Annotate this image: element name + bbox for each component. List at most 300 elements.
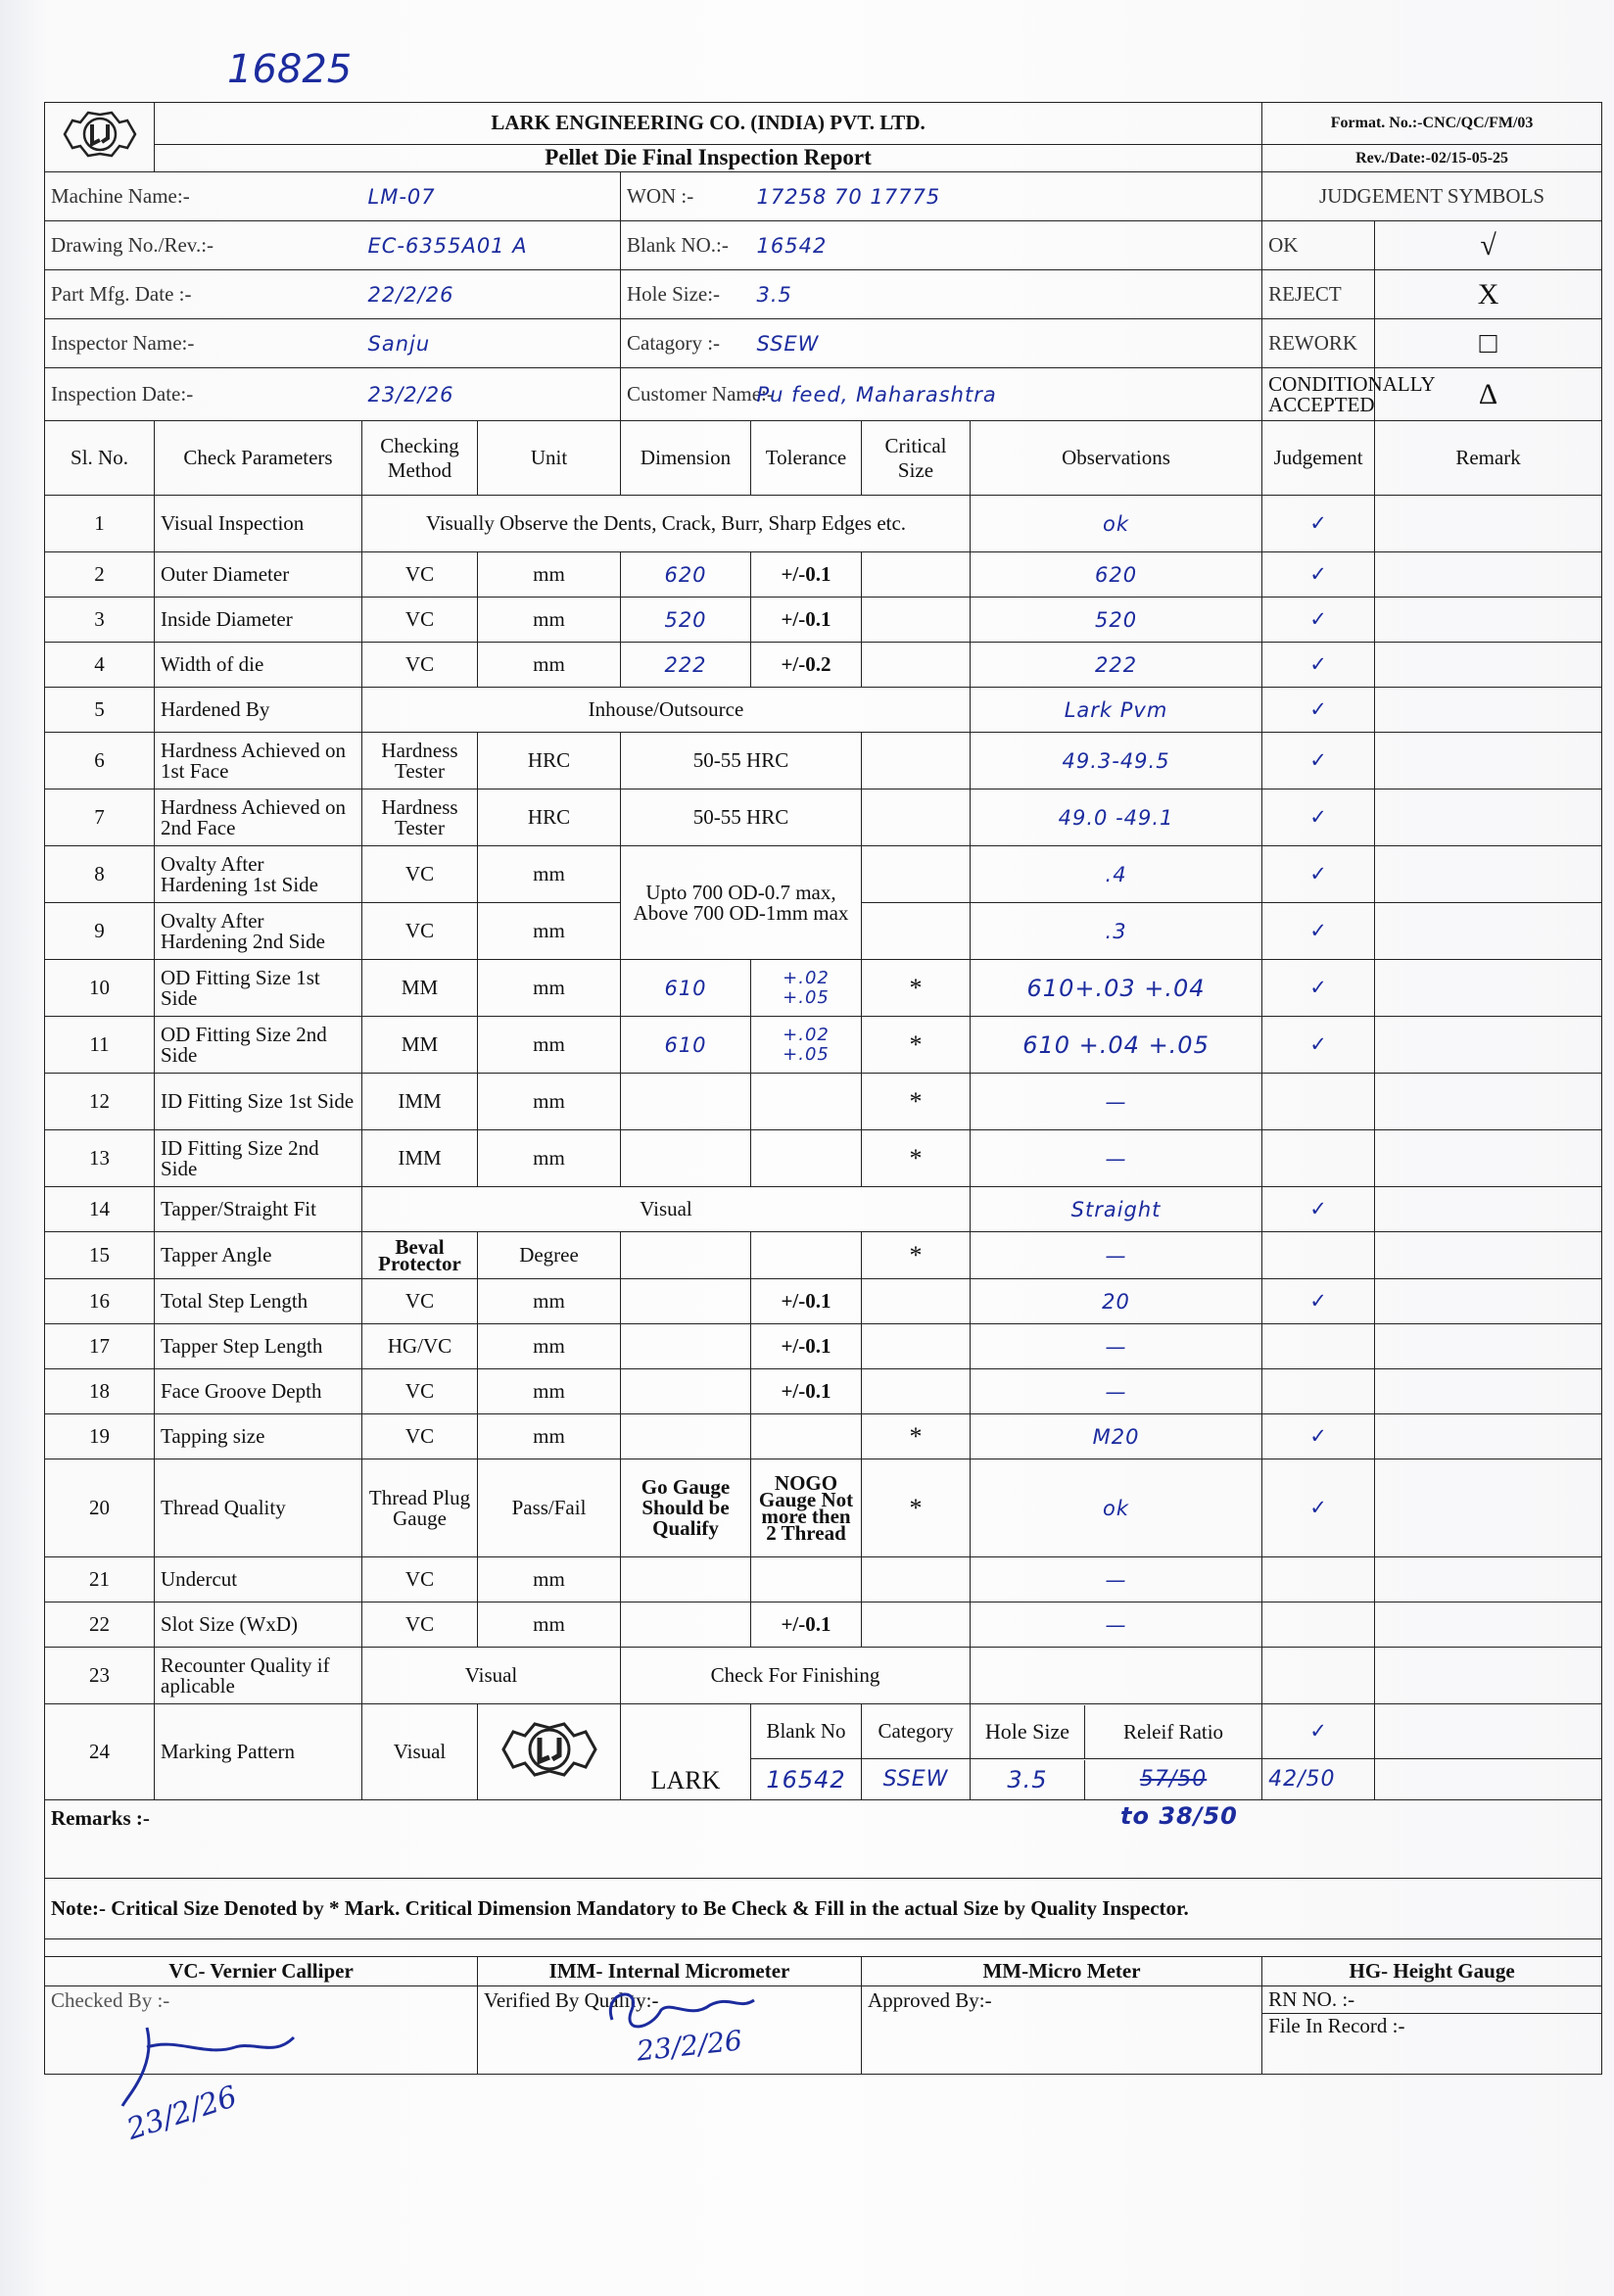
row-number: 5 <box>45 688 155 733</box>
check-parameter: Width of die <box>155 643 362 688</box>
marking-lark-text: LARK <box>621 1704 751 1800</box>
tolerance <box>751 1414 862 1459</box>
check-parameter: OD Fitting Size 2nd Side <box>155 1017 362 1074</box>
symbol-rework-mark: □ <box>1375 319 1602 368</box>
unit: mm <box>478 1279 621 1324</box>
unit: mm <box>478 1414 621 1459</box>
judgement-mark: ✓ <box>1262 1279 1375 1324</box>
dimension: Go Gauge Should be Qualify <box>621 1459 751 1557</box>
judgement-mark: ✓ <box>1262 598 1375 643</box>
table-row <box>45 1324 1602 1369</box>
table-row <box>45 496 1602 552</box>
unit: HRC <box>478 733 621 789</box>
judgement-mark: ✓ <box>1262 1414 1375 1459</box>
judgement-mark <box>1262 1602 1375 1648</box>
hole-size-value: 3.5 <box>751 270 1262 319</box>
observation: 620 <box>971 552 1262 598</box>
tolerance: +.02 +.05 <box>751 960 862 1017</box>
checking-method: VC <box>362 1279 478 1324</box>
check-parameter: Hardened By <box>155 688 362 733</box>
dimension: 222 <box>621 643 751 688</box>
observation: — <box>971 1369 1262 1414</box>
check-parameter: ID Fitting Size 1st Side <box>155 1074 362 1130</box>
parameter-spec: Visual <box>362 1187 971 1232</box>
judgement-mark: ✓ <box>1262 1704 1375 1759</box>
document-number: 16825 <box>227 47 353 92</box>
remark <box>1375 1017 1602 1074</box>
critical-size <box>862 1557 971 1602</box>
drawing-no-label: Drawing No./Rev.:- <box>45 221 362 270</box>
critical-size <box>862 903 971 960</box>
critical-size: * <box>862 1074 971 1130</box>
marking-hole-size-value: 3.5 <box>971 1760 1085 1799</box>
judgement-mark: ✓ <box>1262 846 1375 903</box>
judgement-mark <box>1262 1130 1375 1187</box>
judgement-mark <box>1262 1232 1375 1279</box>
observation: — <box>971 1602 1262 1648</box>
company-name: LARK ENGINEERING CO. (INDIA) PVT. LTD. <box>155 103 1262 145</box>
checking-method: Hardness Tester <box>362 789 478 846</box>
marking-category-header: Category <box>862 1704 971 1759</box>
table-row <box>45 1187 1602 1232</box>
col-judgement: Judgement <box>1262 421 1375 496</box>
critical-size <box>862 643 971 688</box>
checking-method: MM <box>362 960 478 1017</box>
check-parameter: Thread Quality <box>155 1459 362 1557</box>
remark <box>1375 1232 1602 1279</box>
marking-blank-no-value: 16542 <box>751 1759 862 1800</box>
remarks-spacer <box>45 1861 1602 1879</box>
observation: 49.0 -49.1 <box>971 789 1262 846</box>
checking-method: IMM <box>362 1074 478 1130</box>
dimension <box>621 1369 751 1414</box>
check-parameter: Face Groove Depth <box>155 1369 362 1414</box>
inspector-name-value: Sanju <box>362 319 621 368</box>
remarks-label: Remarks :- <box>51 1806 150 1830</box>
tolerance: +.02 +.05 <box>751 1017 862 1074</box>
col-check-parameters: Check Parameters <box>155 421 362 496</box>
tolerance: +/-0.1 <box>751 1602 862 1648</box>
dimension <box>621 1602 751 1648</box>
judgement-mark <box>1262 1648 1375 1704</box>
col-sl-no: Sl. No. <box>45 421 155 496</box>
observation <box>971 1648 1262 1704</box>
marking-relief-ratio-struck <box>1085 1767 1261 1792</box>
dimension: 520 <box>621 598 751 643</box>
observation: ok <box>971 496 1262 552</box>
checking-method: VC <box>362 1369 478 1414</box>
dimension <box>621 1414 751 1459</box>
rev-date: Rev./Date:-02/15-05-25 <box>1262 144 1602 171</box>
check-parameter: Tapper/Straight Fit <box>155 1187 362 1232</box>
verified-by-date: 23/2/26 <box>635 2024 744 2068</box>
format-number: Format. No.:-CNC/QC/FM/03 <box>1262 103 1602 145</box>
checking-method: MM <box>362 1017 478 1074</box>
observation: — <box>971 1130 1262 1187</box>
dimension: 610 <box>621 1017 751 1074</box>
observation: 49.3-49.5 <box>971 733 1262 789</box>
verified-by-label: Verified By Quality:- <box>484 1988 659 2012</box>
judgement-mark: ✓ <box>1262 1187 1375 1232</box>
remark <box>1375 1648 1602 1704</box>
critical-size <box>862 789 971 846</box>
critical-size-note: Note:- Critical Size Denoted by * Mark. Critical Dimension Mandatory to Be Check & Fill in the actual Size by Quality Inspector. <box>45 1879 1602 1939</box>
remark <box>1375 552 1602 598</box>
remark <box>1375 598 1602 643</box>
observation: 520 <box>971 598 1262 643</box>
check-parameter: Tapper Angle <box>155 1232 362 1279</box>
observation: .3 <box>971 903 1262 960</box>
judgement-mark <box>1262 1074 1375 1130</box>
inspection-date-value: 23/2/26 <box>362 368 621 421</box>
observation: Lark Pvm <box>971 688 1262 733</box>
row-number: 21 <box>45 1557 155 1602</box>
col-tolerance: Tolerance <box>751 421 862 496</box>
checking-method: VC <box>362 643 478 688</box>
parameter-spec: Inhouse/Outsource <box>362 688 971 733</box>
symbol-rework-label: REWORK <box>1262 319 1375 368</box>
lark-logo-icon <box>496 1714 603 1785</box>
unit: Degree <box>478 1232 621 1279</box>
remark <box>1375 1324 1602 1369</box>
judgement-mark <box>1262 1557 1375 1602</box>
tolerance: +/-0.1 <box>751 552 862 598</box>
check-parameter: Tapping size <box>155 1414 362 1459</box>
blank-no-value: 16542 <box>751 221 1262 270</box>
table-row <box>45 1232 1602 1279</box>
row-number: 1 <box>45 496 155 552</box>
judgement-mark: ✓ <box>1262 960 1375 1017</box>
rn-no: RN NO. :- <box>1262 1986 1602 2014</box>
check-parameter: Marking Pattern <box>155 1704 362 1800</box>
remark <box>1375 903 1602 960</box>
tolerance: +/-0.1 <box>751 1324 862 1369</box>
marking-logo <box>478 1704 621 1800</box>
unit: mm <box>478 846 621 903</box>
row-number: 10 <box>45 960 155 1017</box>
observation: — <box>971 1074 1262 1130</box>
machine-name-label: Machine Name:- <box>45 172 362 221</box>
remark <box>1375 1602 1602 1648</box>
check-parameter: ID Fitting Size 2nd Side <box>155 1130 362 1187</box>
check-parameter: Ovalty After Hardening 1st Side <box>155 846 362 903</box>
check-parameter: Recounter Quality if aplicable <box>155 1648 362 1704</box>
critical-size: * <box>862 1414 971 1459</box>
observation: 610 +.04 +.05 <box>971 1017 1262 1074</box>
remark <box>1375 1074 1602 1130</box>
critical-size <box>862 846 971 903</box>
checking-method: Thread Plug Gauge <box>362 1459 478 1557</box>
table-row <box>45 1704 1602 1759</box>
remark <box>1375 960 1602 1017</box>
legend-mm: MM-Micro Meter <box>862 1957 1262 1986</box>
checking-method: VC <box>362 1557 478 1602</box>
row-number: 14 <box>45 1187 155 1232</box>
symbol-reject-label: REJECT <box>1262 270 1375 319</box>
remark <box>1375 846 1602 903</box>
table-row <box>45 688 1602 733</box>
parameter-spec: 50-55 HRC <box>621 733 862 789</box>
row-number: 12 <box>45 1074 155 1130</box>
row-number: 17 <box>45 1324 155 1369</box>
observation: ok <box>971 1459 1262 1557</box>
row-number: 22 <box>45 1602 155 1648</box>
dimension <box>621 1130 751 1187</box>
remark <box>1375 1130 1602 1187</box>
file-in-record: File In Record :- <box>1262 2014 1602 2075</box>
dimension <box>621 1279 751 1324</box>
checked-by-date: 23/2/26 <box>122 2079 242 2148</box>
note-spacer <box>45 1939 1602 1957</box>
checking-method: VC <box>362 846 478 903</box>
check-parameter: Undercut <box>155 1557 362 1602</box>
machine-name-value: LM-07 <box>362 172 621 221</box>
table-row <box>45 1459 1602 1557</box>
unit: mm <box>478 903 621 960</box>
observation: — <box>971 1232 1262 1279</box>
row-number: 2 <box>45 552 155 598</box>
drawing-no-value: EC-6355A01 A <box>362 221 621 270</box>
parameter-spec: Check For Finishing <box>621 1648 971 1704</box>
observation: — <box>971 1557 1262 1602</box>
remark <box>1375 789 1602 846</box>
symbol-reject-mark: X <box>1375 270 1602 319</box>
hole-size-label: Hole Size:- <box>621 270 751 319</box>
dimension: 620 <box>621 552 751 598</box>
observation: 610+.03 +.04 <box>971 960 1262 1017</box>
table-row <box>45 1602 1602 1648</box>
table-row <box>45 1074 1602 1130</box>
tolerance: +/-0.1 <box>751 1369 862 1414</box>
critical-size <box>862 598 971 643</box>
remark <box>1375 1704 1602 1759</box>
marking-hole-relief-header <box>971 1704 1262 1759</box>
judgement-mark: ✓ <box>1262 643 1375 688</box>
table-row <box>45 552 1602 598</box>
checking-method: VC <box>362 552 478 598</box>
tolerance <box>751 1557 862 1602</box>
remark <box>1375 1187 1602 1232</box>
unit: mm <box>478 1557 621 1602</box>
checking-method: VC <box>362 1414 478 1459</box>
judgement-mark <box>1262 1324 1375 1369</box>
won-value: 17258 70 17775 <box>751 172 1262 221</box>
check-parameter: Tapper Step Length <box>155 1324 362 1369</box>
row-number: 4 <box>45 643 155 688</box>
critical-size <box>862 1324 971 1369</box>
col-remark: Remark <box>1375 421 1602 496</box>
table-row <box>45 1017 1602 1074</box>
category-label: Catagory :- <box>621 319 751 368</box>
critical-size <box>862 1602 971 1648</box>
symbol-ok-label: OK <box>1262 221 1375 270</box>
marking-relief-ratio-header: Releif Ratio <box>1123 1719 1224 1744</box>
checking-method: Beval Protector <box>362 1232 478 1279</box>
judgement-mark <box>1262 1369 1375 1414</box>
row-number: 18 <box>45 1369 155 1414</box>
relief-ratio-struck-value: 57/50 <box>1139 1767 1208 1792</box>
check-parameter: OD Fitting Size 1st Side <box>155 960 362 1017</box>
unit: mm <box>478 960 621 1017</box>
marking-blank-no-header: Blank No <box>751 1704 862 1759</box>
tolerance: +/-0.1 <box>751 598 862 643</box>
critical-size <box>862 733 971 789</box>
observation: 20 <box>971 1279 1262 1324</box>
unit: HRC <box>478 789 621 846</box>
observation: M20 <box>971 1414 1262 1459</box>
table-row <box>45 598 1602 643</box>
marking-relief-ratio-value: 42/50 <box>1262 1759 1375 1800</box>
inspector-name-label: Inspector Name:- <box>45 319 362 368</box>
col-critical-size: Critical Size <box>862 421 971 496</box>
row-number: 9 <box>45 903 155 960</box>
judgement-mark: ✓ <box>1262 903 1375 960</box>
table-row <box>45 846 1602 903</box>
observation: Straight <box>971 1187 1262 1232</box>
lark-logo-icon <box>59 103 141 166</box>
unit: mm <box>478 1324 621 1369</box>
remark <box>1375 1459 1602 1557</box>
row-number: 7 <box>45 789 155 846</box>
checking-method: VC <box>362 903 478 960</box>
marking-category-value: SSEW <box>862 1759 971 1800</box>
legend-hg: HG- Height Gauge <box>1262 1957 1602 1986</box>
critical-size: * <box>862 1232 971 1279</box>
table-row <box>45 1279 1602 1324</box>
table-row <box>45 1414 1602 1459</box>
remark <box>1375 1759 1602 1800</box>
critical-size <box>862 1279 971 1324</box>
remarks-row <box>45 1800 1602 1861</box>
remark <box>1375 496 1602 552</box>
observation: — <box>971 1324 1262 1369</box>
critical-size <box>862 1369 971 1414</box>
row-number: 23 <box>45 1648 155 1704</box>
row-number: 3 <box>45 598 155 643</box>
remark <box>1375 1557 1602 1602</box>
won-label: WON :- <box>621 172 751 221</box>
customer-name-value: Pu feed, Maharashtra <box>751 368 1262 421</box>
report-subtitle: Pellet Die Final Inspection Report <box>155 144 1262 171</box>
observation: .4 <box>971 846 1262 903</box>
judgement-mark: ✓ <box>1262 789 1375 846</box>
checking-method: HG/VC <box>362 1324 478 1369</box>
symbol-ok-mark: √ <box>1375 221 1602 270</box>
unit: mm <box>478 598 621 643</box>
check-parameter: Visual Inspection <box>155 496 362 552</box>
unit: mm <box>478 643 621 688</box>
check-parameter: Hardness Achieved on 1st Face <box>155 733 362 789</box>
approved-by-label: Approved By:- <box>868 1988 992 2012</box>
table-row <box>45 733 1602 789</box>
critical-size: * <box>862 1459 971 1557</box>
col-observations: Observations <box>971 421 1262 496</box>
row-number: 24 <box>45 1704 155 1800</box>
legend-imm: IMM- Internal Micrometer <box>478 1957 862 1986</box>
dimension <box>621 1232 751 1279</box>
parameter-spec: Visually Observe the Dents, Crack, Burr, Sharp Edges etc. <box>362 496 971 552</box>
row-number: 16 <box>45 1279 155 1324</box>
row-number: 8 <box>45 846 155 903</box>
table-row <box>45 1369 1602 1414</box>
remark <box>1375 688 1602 733</box>
unit: mm <box>478 1602 621 1648</box>
symbol-conditional-label: CONDITIONALLY ACCEPTED <box>1262 368 1375 421</box>
check-parameter: Total Step Length <box>155 1279 362 1324</box>
judgement-symbols-title: JUDGEMENT SYMBOLS <box>1262 172 1602 221</box>
dimension: 610 <box>621 960 751 1017</box>
dimension <box>621 1074 751 1130</box>
tolerance <box>751 1232 862 1279</box>
observation: 222 <box>971 643 1262 688</box>
checking-method: VC <box>362 598 478 643</box>
part-mfg-date-label: Part Mfg. Date :- <box>45 270 362 319</box>
inspection-date-label: Inspection Date:- <box>45 368 362 421</box>
judgement-mark: ✓ <box>1262 496 1375 552</box>
tolerance: +/-0.1 <box>751 1279 862 1324</box>
unit: mm <box>478 1017 621 1074</box>
legend-vc: VC- Vernier Calliper <box>45 1957 478 1986</box>
unit: mm <box>478 1369 621 1414</box>
part-mfg-date-value: 22/2/26 <box>362 270 621 319</box>
table-row <box>45 1557 1602 1602</box>
checking-method: Visual <box>362 1648 621 1704</box>
dimension <box>621 1557 751 1602</box>
customer-name-label: Customer Name:- <box>621 368 751 421</box>
checking-method: VC <box>362 1602 478 1648</box>
parameter-spec: Upto 700 OD-0.7 max, Above 700 OD-1mm max <box>621 846 862 960</box>
checked-by-label: Checked By :- <box>51 1988 170 2012</box>
remarks-handwritten-note: to 38/50 <box>1120 1802 1238 1830</box>
judgement-mark: ✓ <box>1262 1459 1375 1557</box>
critical-size: * <box>862 960 971 1017</box>
check-parameter: Outer Diameter <box>155 552 362 598</box>
tolerance <box>751 1130 862 1187</box>
check-parameter: Hardness Achieved on 2nd Face <box>155 789 362 846</box>
remark <box>1375 1369 1602 1414</box>
checking-method: IMM <box>362 1130 478 1187</box>
col-dimension: Dimension <box>621 421 751 496</box>
unit: mm <box>478 1074 621 1130</box>
remark <box>1375 733 1602 789</box>
table-row <box>45 789 1602 846</box>
judgement-mark: ✓ <box>1262 688 1375 733</box>
col-checking-method: Checking Method <box>362 421 478 496</box>
row-number: 6 <box>45 733 155 789</box>
marking-hole-relief-values <box>971 1759 1262 1800</box>
checking-method: Visual <box>362 1704 478 1800</box>
marking-hole-size-header: Hole Size <box>971 1705 1085 1758</box>
check-parameter: Slot Size (WxD) <box>155 1602 362 1648</box>
table-row <box>45 960 1602 1017</box>
unit: mm <box>478 1130 621 1187</box>
parameter-spec: 50-55 HRC <box>621 789 862 846</box>
table-row <box>45 1648 1602 1704</box>
tolerance <box>751 1074 862 1130</box>
table-row <box>45 643 1602 688</box>
remark <box>1375 1279 1602 1324</box>
row-number: 15 <box>45 1232 155 1279</box>
judgement-mark: ✓ <box>1262 1017 1375 1074</box>
blank-no-label: Blank NO.:- <box>621 221 751 270</box>
table-row <box>45 1130 1602 1187</box>
symbol-conditional-mark: Δ <box>1375 368 1602 421</box>
tolerance: NOGO Gauge Not more then 2 Thread <box>751 1459 862 1557</box>
row-number: 20 <box>45 1459 155 1557</box>
critical-size <box>862 552 971 598</box>
judgement-mark: ✓ <box>1262 733 1375 789</box>
critical-size: * <box>862 1017 971 1074</box>
